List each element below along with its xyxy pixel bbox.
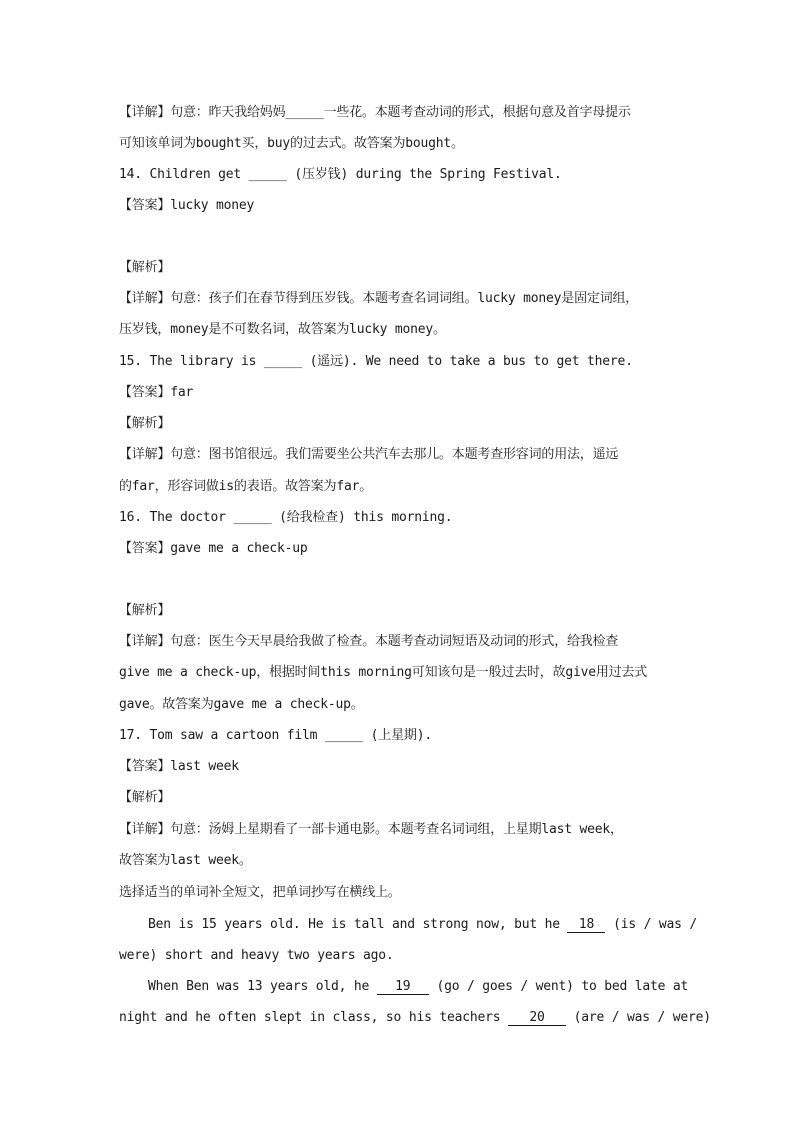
passage-line <box>148 978 688 996</box>
section-instruction: 选择适当的单词补全短文，把单词抄写在横线上。 <box>119 885 401 900</box>
detail-line: 压岁钱，money是不可数名词，故答案为lucky money。 <box>119 322 446 337</box>
detail-line: gave。故答案为gave me a check-up。 <box>119 697 364 712</box>
question-16: 16. The doctor _____ (给我检查) this morning. <box>119 510 453 525</box>
question-17: 17. Tom saw a cartoon film _____ (上星期). <box>119 728 432 743</box>
detail-line: 【详解】句意：汤姆上星期看了一部卡通电影。本题考查名词词组，上星期last week， <box>119 822 623 837</box>
detail-line: 【详解】句意：医生今天早晨给我做了检查。本题考查动词短语及动词的形式，给我检查 <box>119 634 619 649</box>
analysis-label: 【解析】 <box>119 603 171 618</box>
passage-text: (is / was / <box>605 917 697 932</box>
passage-line <box>148 916 697 934</box>
answer-15: 【答案】far <box>119 385 194 400</box>
answer-17: 【答案】last week <box>119 759 239 774</box>
analysis-label: 【解析】 <box>119 790 171 805</box>
question-14: 14. Children get _____ (压岁钱) during the Spring Festival. <box>119 167 562 182</box>
passage-text: night and he often slept in class, so his teachers <box>119 1010 508 1025</box>
analysis-label: 【解析】 <box>119 416 171 431</box>
answer-14: 【答案】lucky money <box>119 198 255 213</box>
analysis-label: 【解析】 <box>119 260 171 275</box>
detail-line: give me a check-up，根据时间this morning可知该句是一般过去时，故give用过去式 <box>119 665 648 680</box>
question-15: 15. The library is _____ (遥远). We need to take a bus to get there. <box>119 354 633 369</box>
detail-line: 故答案为last week。 <box>119 853 252 868</box>
answer-16: 【答案】gave me a check-up <box>119 541 308 556</box>
blank-19: 19 <box>377 979 429 995</box>
passage-line: were) short and heavy two years ago. <box>119 948 394 963</box>
passage-text: (go / goes / went) to bed late at <box>428 979 689 994</box>
passage-text: (are / was / were) <box>565 1010 711 1025</box>
blank-20: 20 <box>508 1010 566 1026</box>
detail-line: 【详解】句意：昨天我给妈妈_____一些花。本题考查动词的形式，根据句意及首字母提示 <box>119 105 631 120</box>
detail-line: 可知该单词为bought买，buy的过去式。故答案为bought。 <box>119 136 464 151</box>
detail-line: 的far，形容词做is的表语。故答案为far。 <box>119 479 373 494</box>
passage-text: When Ben was 13 years old, he <box>148 979 377 994</box>
detail-line: 【详解】句意：孩子们在春节得到压岁钱。本题考查名词词组。lucky money是固定词组， <box>119 291 639 306</box>
passage-line <box>119 1009 711 1027</box>
blank-18: 18 <box>567 917 605 933</box>
passage-text: Ben is 15 years old. He is tall and strong now, but he <box>148 917 568 932</box>
detail-line: 【详解】句意：图书馆很远。我们需要坐公共汽车去那儿。本题考查形容词的用法，遥远 <box>119 447 619 462</box>
